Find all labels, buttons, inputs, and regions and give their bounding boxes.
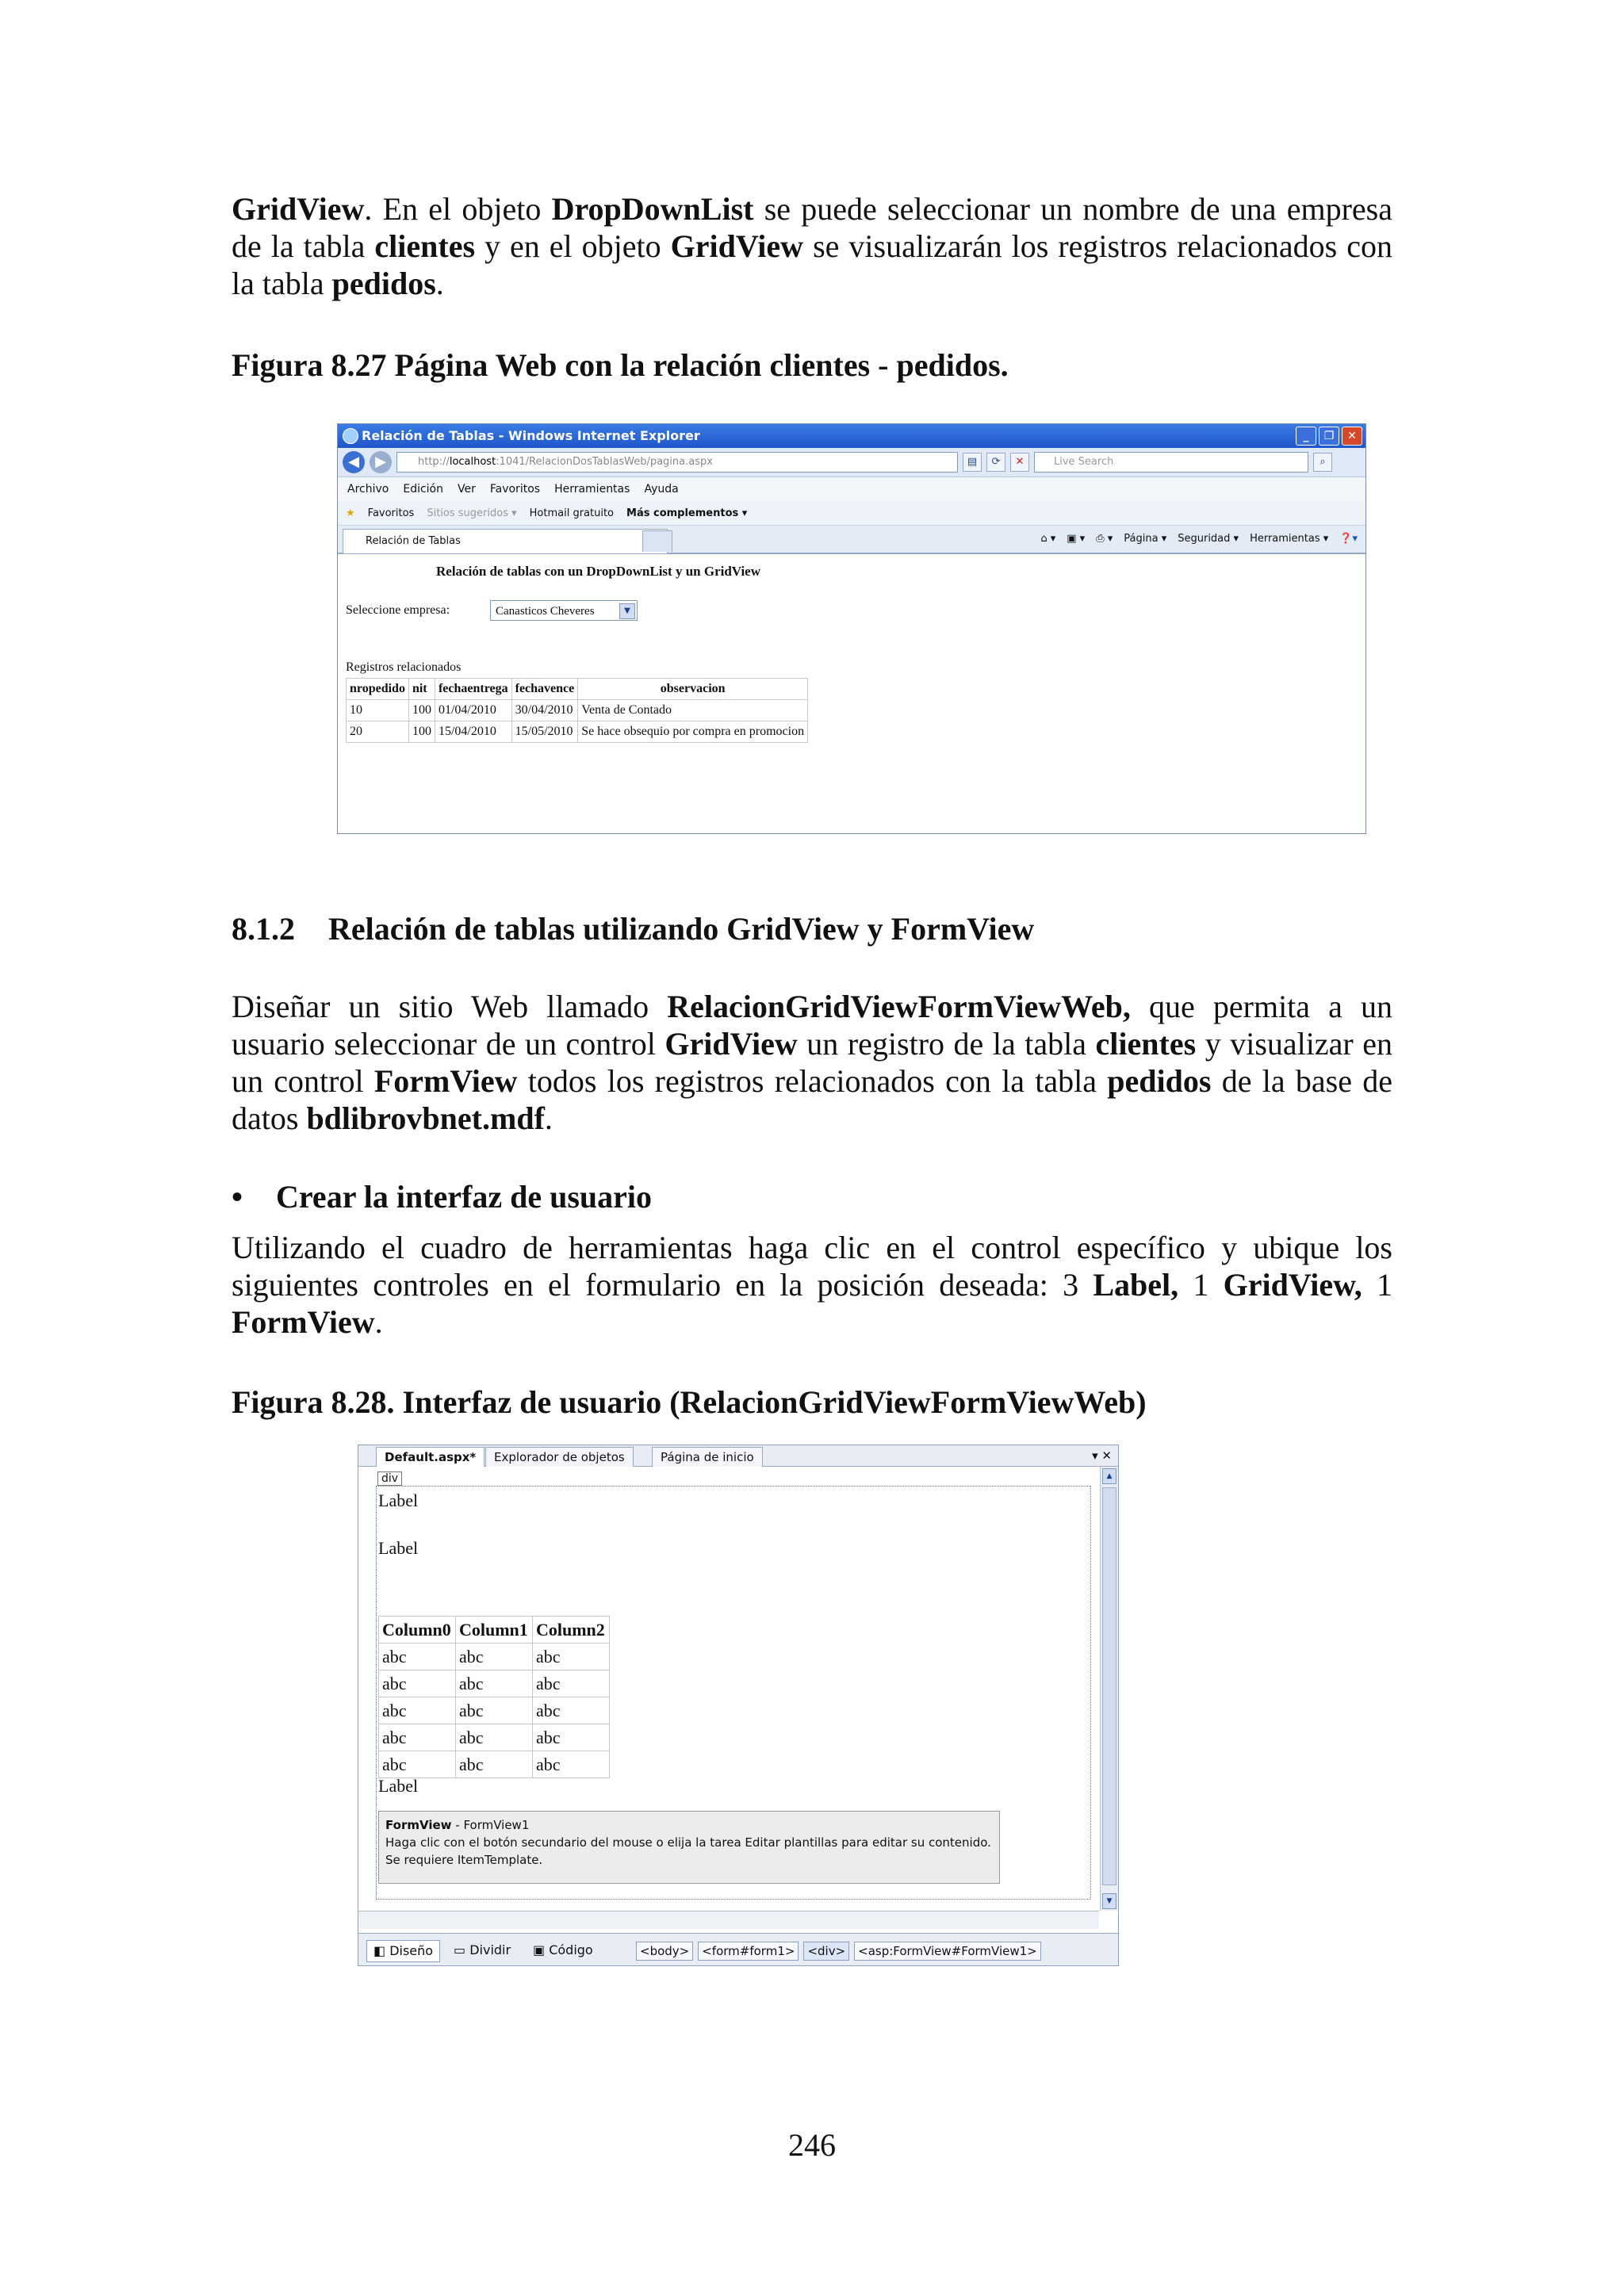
stop-icon[interactable]: ✕	[1010, 453, 1029, 472]
grid-cell: 01/04/2010	[435, 700, 511, 721]
favorites-star-icon[interactable]: ★	[346, 507, 355, 519]
page-number: 246	[788, 2127, 836, 2163]
design-segment: que permita a un usuario seleccionar de un control	[232, 989, 1392, 1062]
url-field[interactable]: http://localhost:1041/RelacionDosTablasWeb/pagina.aspx	[396, 452, 958, 473]
grid-cell: abc	[456, 1751, 533, 1778]
formview-hint-2: Se requiere ItemTemplate.	[385, 1853, 543, 1867]
grid-header-row	[379, 1617, 610, 1644]
scroll-up-icon[interactable]: ▲	[1102, 1468, 1116, 1484]
web-page-title: Relación de tablas con un DropDownList y un GridView	[436, 564, 760, 579]
design-segment: bdlibrovbnet.mdf	[306, 1100, 545, 1136]
design-segment: .	[544, 1100, 553, 1136]
label-2[interactable]: Label	[378, 1538, 419, 1558]
instructions-segment: FormView	[232, 1304, 375, 1340]
print-icon[interactable]: ⎙ ▾	[1096, 533, 1113, 545]
crumb-formview[interactable]: <asp:FormView#FormView1>	[854, 1942, 1041, 1961]
intro-segment: .	[435, 266, 444, 301]
minimize-icon[interactable]: _	[1296, 427, 1316, 446]
command-bar	[1040, 529, 1358, 549]
section-number: 8.1.2	[232, 911, 295, 947]
grid-cell: abc	[533, 1724, 610, 1751]
menu-item[interactable]: Archivo	[347, 483, 389, 496]
instructions-segment: Utilizando el cuadro de herramientas haga clic en el control específico y ubique los siguientes controles en el formulario en la posición deseada: 3	[232, 1230, 1392, 1303]
instructions-segment: 1	[1178, 1267, 1224, 1303]
design-segment: y visualizar en un control	[232, 1026, 1393, 1099]
design-segment: FormView	[373, 1063, 518, 1099]
formview-title: FormView	[385, 1818, 452, 1832]
browser-titlebar	[338, 424, 1365, 448]
design-segment: GridView	[665, 1026, 798, 1062]
figure-8-28-caption: Figura 8.28. Interfaz de usuario (RelacionGridViewFormViewWeb)	[232, 1384, 1147, 1420]
design-segment: RelacionGridViewFormViewWeb,	[667, 989, 1131, 1024]
design-segment: un registro de la tabla	[797, 1026, 1096, 1062]
home-icon[interactable]: ⌂ ▾	[1040, 533, 1056, 545]
grid-cell: abc	[456, 1697, 533, 1724]
select-label: Seleccione empresa:	[346, 603, 450, 617]
back-icon[interactable]: ◀	[343, 451, 365, 473]
help-icon[interactable]: ❓▾	[1339, 533, 1358, 545]
view-design-button[interactable]: ◧ Diseño	[366, 1940, 440, 1962]
table-row	[379, 1751, 610, 1778]
refresh-icon[interactable]: ⟳	[986, 453, 1005, 472]
command-security[interactable]: Seguridad ▾	[1178, 533, 1239, 545]
section-title: Relación de tablas utilizando GridView y FormView	[328, 911, 1035, 947]
design-surface[interactable]	[358, 1467, 1099, 1933]
grid-header-cell: nropedido	[347, 679, 409, 700]
design-segment: todos los registros relacionados con la tabla	[517, 1063, 1108, 1099]
bullet-text: Crear la interfaz de usuario	[276, 1179, 653, 1215]
grid-cell: 100	[408, 700, 435, 721]
tab-bar	[338, 526, 1365, 554]
div-tag: div	[377, 1471, 402, 1486]
crumb-div[interactable]: <div>	[803, 1942, 849, 1961]
grid-header-cell: Column0	[379, 1617, 456, 1644]
grid-cell: abc	[533, 1697, 610, 1724]
browser-content	[338, 554, 1365, 827]
design-segment: Diseñar un sitio Web llamado	[232, 989, 668, 1024]
instructions-segment: GridView,	[1223, 1267, 1362, 1303]
menu-item[interactable]: Edición	[403, 483, 443, 496]
intro-segment: GridView	[670, 228, 804, 264]
table-row	[379, 1724, 610, 1751]
grid-header-cell: observacion	[578, 679, 808, 700]
intro-segment: se visualizarán los registros relacionados con la tabla	[232, 228, 1392, 301]
new-tab-button[interactable]	[642, 530, 672, 552]
compat-icon[interactable]: ▤	[963, 453, 982, 472]
grid-header-row	[347, 679, 808, 700]
grid-header-cell: Column2	[533, 1617, 610, 1644]
ie-logo-icon	[343, 428, 358, 444]
address-bar	[338, 448, 1365, 477]
grid-cell: abc	[379, 1724, 456, 1751]
favorites-button[interactable]: Favoritos	[367, 507, 415, 519]
grid-cell: 10	[347, 700, 409, 721]
figure-8-27-caption: Figura 8.27 Página Web con la relación clientes - pedidos.	[232, 347, 1009, 383]
grid-cell: abc	[379, 1644, 456, 1670]
formview-name: - FormView1	[451, 1818, 530, 1832]
menu-item[interactable]: Ver	[458, 483, 476, 496]
command-tools[interactable]: Herramientas ▾	[1250, 533, 1329, 545]
addons-link[interactable]: Más complementos ▾	[626, 507, 748, 519]
browser-screenshot	[337, 423, 1366, 834]
restore-icon[interactable]: ❐	[1319, 427, 1339, 446]
suggested-sites-link[interactable]: Sitios sugeridos ▾	[427, 507, 517, 519]
intro-segment: DropDownList	[551, 191, 754, 227]
scroll-down-icon[interactable]: ▼	[1102, 1893, 1116, 1909]
section-heading	[232, 910, 1034, 947]
intro-paragraph	[232, 190, 1392, 302]
forward-icon[interactable]: ▶	[370, 451, 392, 473]
tab-default-aspx[interactable]: Default.aspx*	[376, 1447, 485, 1467]
design-segment: pedidos	[1107, 1063, 1212, 1099]
tab-object-explorer[interactable]: Explorador de objetos	[485, 1447, 634, 1467]
table-row	[347, 721, 808, 743]
menu-item[interactable]: Favoritos	[489, 483, 541, 496]
grid-cell: Venta de Contado	[578, 700, 808, 721]
menu-item[interactable]: Herramientas	[554, 483, 630, 496]
search-input[interactable]: Live Search	[1034, 452, 1308, 473]
favorites-bar	[338, 501, 1365, 526]
view-code-button[interactable]: ▣ Código	[533, 1942, 593, 1957]
intro-segment: clientes	[374, 228, 476, 264]
records-label: Registros relacionados	[346, 660, 462, 674]
tab-window-controls[interactable]: ▾ ✕	[1092, 1448, 1112, 1463]
grid-header-cell: nit	[408, 679, 435, 700]
table-row	[379, 1644, 610, 1670]
menu-bar	[338, 477, 1365, 501]
chevron-down-icon: ▼	[619, 603, 635, 619]
crumb-form[interactable]: <form#form1>	[698, 1942, 799, 1961]
label-3[interactable]: Label	[378, 1776, 419, 1796]
document-tabs	[358, 1445, 1118, 1467]
hotmail-link[interactable]: Hotmail gratuito	[529, 507, 615, 519]
grid-cell: abc	[379, 1751, 456, 1778]
grid-header-cell: Column1	[456, 1617, 533, 1644]
instructions-segment: .	[374, 1304, 383, 1340]
gridview-control[interactable]	[378, 1616, 610, 1778]
instructions-segment: Label,	[1093, 1267, 1179, 1303]
orders-gridview	[346, 678, 808, 743]
design-segment: de la base de datos	[232, 1063, 1392, 1136]
grid-cell: abc	[379, 1670, 456, 1697]
table-row	[379, 1670, 610, 1697]
grid-cell: 15/04/2010	[435, 721, 511, 743]
close-icon[interactable]: ✕	[1342, 427, 1362, 446]
instructions-paragraph	[232, 1229, 1392, 1341]
view-bar	[358, 1933, 1118, 1965]
intro-segment: y en el objeto	[475, 228, 671, 264]
browser-title: Relación de Tablas - Windows Internet Explorer	[362, 428, 700, 443]
scroll-thumb[interactable]	[1102, 1487, 1116, 1885]
intro-segment: . En el objeto	[364, 191, 552, 227]
grid-cell: 15/05/2010	[511, 721, 578, 743]
designer-screenshot	[358, 1445, 1119, 1966]
grid-cell: abc	[456, 1670, 533, 1697]
grid-cell: abc	[456, 1644, 533, 1670]
grid-cell: abc	[379, 1697, 456, 1724]
menu-item[interactable]: Ayuda	[644, 483, 679, 496]
tab-start-page[interactable]: Página de inicio	[652, 1447, 763, 1467]
table-row	[379, 1697, 610, 1724]
vertical-scrollbar[interactable]	[1100, 1467, 1118, 1911]
grid-cell: 20	[347, 721, 409, 743]
search-icon[interactable]: ⌕	[1313, 453, 1332, 472]
grid-cell: abc	[533, 1670, 610, 1697]
label-1[interactable]: Label	[378, 1490, 419, 1510]
company-dropdown[interactable]: Canasticos Cheveres ▼	[490, 600, 638, 621]
formview-control[interactable]	[378, 1811, 1000, 1884]
grid-cell: 30/04/2010	[511, 700, 578, 721]
window-controls	[1296, 427, 1362, 446]
instructions-segment: 1	[1362, 1267, 1393, 1303]
formview-hint-1: Haga clic con el botón secundario del mouse o elija la tarea Editar plantillas para editar su contenido.	[385, 1835, 991, 1850]
grid-cell: Se hace obsequio por compra en promocion	[578, 721, 808, 743]
feeds-icon[interactable]: ▣ ▾	[1067, 533, 1086, 545]
bullet-symbol: •	[232, 1179, 243, 1215]
grid-header-cell: fechavence	[511, 679, 578, 700]
grid-header-cell: fechaentrega	[435, 679, 511, 700]
design-segment: clientes	[1095, 1026, 1197, 1062]
tab-relacion-tablas[interactable]: Relación de Tablas	[343, 529, 668, 553]
crumb-body[interactable]: <body>	[636, 1942, 693, 1961]
intro-segment: pedidos	[331, 266, 436, 301]
grid-cell: abc	[533, 1644, 610, 1670]
grid-cell: 100	[408, 721, 435, 743]
horizontal-scrollbar[interactable]	[358, 1911, 1099, 1929]
intro-segment: se puede seleccionar un nombre de una empresa de la tabla	[232, 191, 1393, 264]
tag-breadcrumb	[636, 1942, 1041, 1961]
grid-cell: abc	[456, 1724, 533, 1751]
grid-cell: abc	[533, 1751, 610, 1778]
table-row	[347, 700, 808, 721]
design-paragraph	[232, 988, 1392, 1137]
command-page[interactable]: Página ▾	[1124, 533, 1167, 545]
bullet-item	[232, 1178, 652, 1215]
view-split-button[interactable]: ▭ Dividir	[454, 1942, 511, 1957]
intro-segment: GridView	[232, 191, 365, 227]
